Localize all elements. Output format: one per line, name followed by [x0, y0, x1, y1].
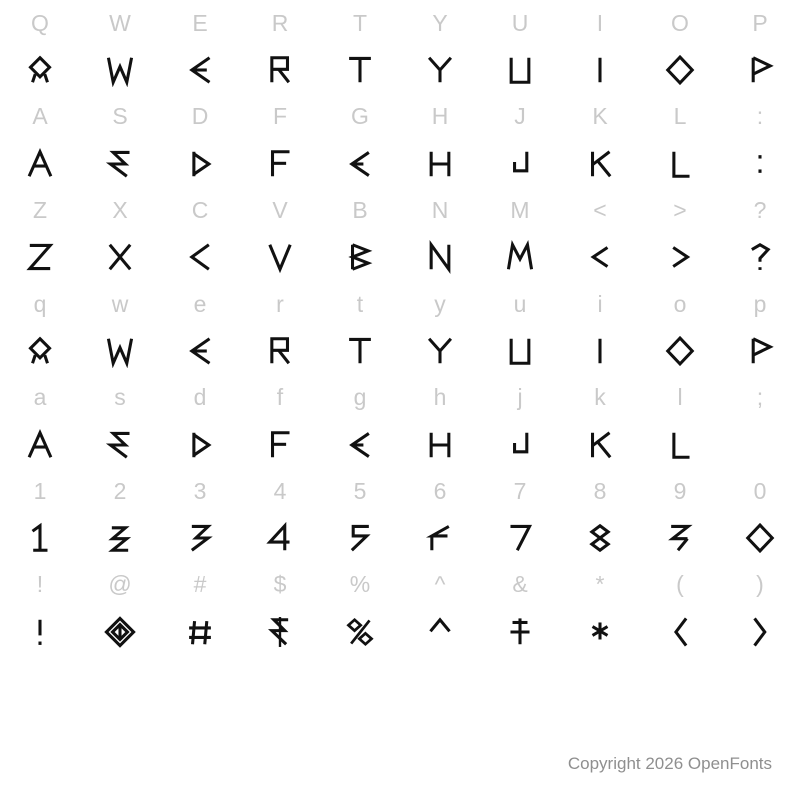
rune-z — [23, 240, 57, 274]
key-character: i — [597, 290, 603, 317]
keyboard-key-label — [320, 0, 400, 47]
keyboard-key-label — [0, 187, 80, 234]
rune-d — [183, 147, 217, 181]
glyph-cell — [240, 515, 320, 562]
keyboard-key-label — [80, 94, 160, 141]
key-character: X — [112, 197, 128, 224]
glyph-cell — [0, 515, 80, 562]
keyboard-key-label — [560, 468, 640, 515]
key-character: @ — [108, 571, 132, 598]
key-character: W — [109, 9, 131, 36]
keyboard-key-label — [480, 374, 560, 421]
rune-o — [663, 53, 697, 87]
key-character: r — [276, 290, 284, 317]
rune-4 — [263, 521, 297, 555]
keyboard-key-label — [80, 468, 160, 515]
rune-b — [343, 240, 377, 274]
glyph-cell — [240, 421, 320, 468]
rune-7 — [503, 521, 537, 555]
glyph-cell — [320, 608, 400, 655]
rune-a — [23, 147, 57, 181]
key-character: D — [191, 103, 209, 130]
key-character: 0 — [753, 477, 767, 504]
key-character: g — [353, 384, 367, 411]
rune-e — [183, 334, 217, 368]
keyboard-key-label — [80, 281, 160, 328]
glyph-cell — [640, 608, 720, 655]
keyboard-key-label — [0, 94, 80, 141]
glyph-cell — [400, 140, 480, 187]
key-character: C — [191, 197, 209, 224]
keyboard-key-label — [240, 281, 320, 328]
key-character: > — [673, 197, 687, 224]
keyboard-key-label — [640, 94, 720, 141]
copyright-notice: Copyright 2026 OpenFonts — [567, 754, 772, 773]
key-character: % — [349, 571, 371, 598]
glyph-cell — [480, 234, 560, 281]
keyboard-key-label — [560, 562, 640, 609]
keyboard-key-label — [480, 94, 560, 141]
keyboard-key-label — [720, 468, 800, 515]
glyph-cell — [560, 47, 640, 94]
key-character: L — [673, 103, 687, 130]
key-character: Q — [31, 9, 49, 36]
rune-m — [503, 240, 537, 274]
keyboard-key-label — [400, 562, 480, 609]
keyboard-key-label — [0, 281, 80, 328]
key-character: A — [32, 103, 48, 130]
glyph-cell — [80, 140, 160, 187]
rune-greater — [663, 240, 697, 274]
keyboard-key-label — [320, 562, 400, 609]
key-character: 1 — [33, 477, 47, 504]
glyph-cell — [400, 328, 480, 375]
rune-d — [183, 428, 217, 462]
rune-2 — [103, 521, 137, 555]
key-character: 2 — [113, 477, 127, 504]
keyboard-key-label — [160, 94, 240, 141]
key-character: ; — [756, 384, 764, 411]
keyboard-key-label — [640, 281, 720, 328]
glyph-cell — [80, 608, 160, 655]
rune-asterisk — [583, 615, 617, 649]
key-character: w — [111, 290, 129, 317]
keyboard-key-label — [480, 468, 560, 515]
rune-a — [23, 428, 57, 462]
glyph-cell — [160, 328, 240, 375]
rune-x — [103, 240, 137, 274]
key-character: H — [431, 103, 449, 130]
keyboard-key-label — [240, 94, 320, 141]
keyboard-key-label — [560, 0, 640, 47]
key-character: G — [351, 103, 369, 130]
keyboard-key-label — [400, 94, 480, 141]
key-character: 3 — [193, 477, 207, 504]
glyph-cell — [560, 515, 640, 562]
glyph-cell — [80, 515, 160, 562]
key-character: q — [33, 290, 47, 317]
keyboard-key-label — [480, 281, 560, 328]
glyph-cell — [0, 328, 80, 375]
rune-exclam — [23, 615, 57, 649]
rune-parenright — [743, 615, 777, 649]
glyph-cell — [720, 608, 800, 655]
keyboard-key-label — [320, 468, 400, 515]
rune-n — [423, 240, 457, 274]
rune-less — [583, 240, 617, 274]
key-character: # — [193, 571, 207, 598]
key-character: O — [671, 9, 689, 36]
key-character: F — [272, 103, 288, 130]
keyboard-key-label — [160, 187, 240, 234]
rune-caret — [423, 615, 457, 649]
keyboard-key-label — [0, 0, 80, 47]
keyboard-key-label — [240, 562, 320, 609]
rune-w — [103, 53, 137, 87]
glyph-cell — [0, 140, 80, 187]
glyph-cell — [720, 328, 800, 375]
rune-p — [743, 53, 777, 87]
rune-question — [743, 240, 777, 274]
rune-u — [503, 53, 537, 87]
rune-w — [103, 334, 137, 368]
rune-e — [183, 53, 217, 87]
rune-v — [263, 240, 297, 274]
glyph-cell — [400, 515, 480, 562]
rune-k — [583, 147, 617, 181]
glyph-cell — [160, 140, 240, 187]
rune-colon — [743, 147, 777, 181]
key-character: P — [752, 9, 768, 36]
glyph-cell — [560, 234, 640, 281]
keyboard-key-label — [240, 468, 320, 515]
key-character: ^ — [434, 571, 446, 598]
keyboard-key-label — [320, 94, 400, 141]
rune-6 — [423, 521, 457, 555]
rune-q — [23, 53, 57, 87]
rune-l — [663, 428, 697, 462]
keyboard-key-label — [400, 468, 480, 515]
glyph-cell — [640, 140, 720, 187]
keyboard-key-label — [80, 187, 160, 234]
rune-5 — [343, 521, 377, 555]
key-character: 4 — [273, 477, 287, 504]
key-character: j — [517, 384, 523, 411]
glyph-cell — [560, 328, 640, 375]
keyboard-key-label — [640, 374, 720, 421]
glyph-cell — [480, 608, 560, 655]
key-character: p — [753, 290, 767, 317]
key-character: V — [272, 197, 288, 224]
key-character: f — [276, 384, 284, 411]
keyboard-key-label — [0, 374, 80, 421]
rune-s — [103, 428, 137, 462]
key-character: t — [356, 290, 364, 317]
key-character: B — [352, 197, 368, 224]
rune-9 — [663, 521, 697, 555]
keyboard-key-label — [640, 468, 720, 515]
rune-k — [583, 428, 617, 462]
glyph-cell — [0, 47, 80, 94]
glyph-cell — [80, 328, 160, 375]
glyph-cell — [240, 328, 320, 375]
keyboard-key-label — [560, 374, 640, 421]
key-character: Y — [432, 9, 448, 36]
keyboard-key-label — [160, 374, 240, 421]
glyph-cell — [720, 140, 800, 187]
keyboard-key-label — [240, 0, 320, 47]
key-character: 7 — [513, 477, 527, 504]
glyph-cell — [480, 47, 560, 94]
glyph-cell — [320, 234, 400, 281]
glyph-cell — [560, 140, 640, 187]
rune-h — [423, 147, 457, 181]
keyboard-key-label — [240, 187, 320, 234]
glyph-cell — [0, 421, 80, 468]
key-character: 6 — [433, 477, 447, 504]
keyboard-key-label — [720, 562, 800, 609]
rune-t — [343, 53, 377, 87]
glyph-cell — [240, 608, 320, 655]
rune-s — [103, 147, 137, 181]
glyph-cell — [80, 234, 160, 281]
rune-3 — [183, 521, 217, 555]
glyph-cell — [640, 421, 720, 468]
key-character: J — [514, 103, 526, 130]
rune-j — [503, 147, 537, 181]
glyph-cell — [400, 47, 480, 94]
keyboard-key-label — [80, 374, 160, 421]
key-character: Z — [32, 197, 48, 224]
key-character: ( — [676, 571, 684, 598]
key-character: ? — [753, 197, 767, 224]
rune-r — [263, 334, 297, 368]
glyph-cell — [400, 234, 480, 281]
keyboard-key-label — [0, 468, 80, 515]
keyboard-key-label — [720, 281, 800, 328]
key-character: e — [193, 290, 207, 317]
key-character: K — [592, 103, 608, 130]
rune-parenleft — [663, 615, 697, 649]
keyboard-key-label — [80, 562, 160, 609]
rune-y — [423, 334, 457, 368]
keyboard-key-label — [720, 187, 800, 234]
rune-ampersand — [503, 615, 537, 649]
key-character: 9 — [673, 477, 687, 504]
key-character: k — [594, 384, 606, 411]
key-character: < — [593, 197, 607, 224]
rune-percent — [343, 615, 377, 649]
glyph-cell — [160, 421, 240, 468]
key-character: 8 — [593, 477, 607, 504]
keyboard-key-label — [0, 562, 80, 609]
keyboard-key-label — [400, 187, 480, 234]
key-character: E — [192, 9, 208, 36]
glyph-cell — [160, 515, 240, 562]
key-character: h — [433, 384, 447, 411]
glyph-cell — [320, 421, 400, 468]
keyboard-key-label — [160, 281, 240, 328]
key-character: & — [512, 571, 528, 598]
glyph-cell — [480, 515, 560, 562]
glyph-cell — [560, 421, 640, 468]
key-character: y — [434, 290, 446, 317]
glyph-cell — [240, 47, 320, 94]
key-character: M — [510, 197, 530, 224]
key-character: $ — [273, 571, 287, 598]
rune-h — [423, 428, 457, 462]
keyboard-key-label — [640, 187, 720, 234]
glyph-cell — [160, 47, 240, 94]
glyph-cell — [0, 608, 80, 655]
rune-1 — [23, 521, 57, 555]
glyph-cell — [640, 515, 720, 562]
key-character: u — [513, 290, 527, 317]
rune-f — [263, 147, 297, 181]
glyph-cell — [160, 234, 240, 281]
glyph-cell — [560, 608, 640, 655]
key-character: o — [673, 290, 687, 317]
rune-f — [263, 428, 297, 462]
glyph-cell — [80, 421, 160, 468]
keyboard-key-label — [480, 562, 560, 609]
rune-u — [503, 334, 537, 368]
glyph-cell — [160, 608, 240, 655]
key-character: T — [352, 9, 368, 36]
rune-g — [343, 147, 377, 181]
key-character: I — [596, 9, 604, 36]
glyph-cell — [720, 421, 800, 468]
rune-j — [503, 428, 537, 462]
glyph-cell — [240, 140, 320, 187]
keyboard-key-label — [560, 281, 640, 328]
rune-8 — [583, 521, 617, 555]
keyboard-key-label — [160, 0, 240, 47]
key-character: d — [193, 384, 207, 411]
rune-p — [743, 334, 777, 368]
rune-g — [343, 428, 377, 462]
glyph-cell — [480, 140, 560, 187]
rune-i — [583, 53, 617, 87]
glyph-cell — [240, 234, 320, 281]
keyboard-key-label — [720, 94, 800, 141]
glyph-cell — [480, 328, 560, 375]
glyph-cell — [320, 47, 400, 94]
keyboard-key-label — [400, 281, 480, 328]
rune-r — [263, 53, 297, 87]
key-character: N — [431, 197, 449, 224]
keyboard-key-label — [80, 0, 160, 47]
glyph-cell — [400, 421, 480, 468]
glyph-cell — [640, 47, 720, 94]
keyboard-key-label — [400, 0, 480, 47]
glyph-cell — [320, 328, 400, 375]
keyboard-key-label — [640, 562, 720, 609]
glyph-cell — [400, 608, 480, 655]
keyboard-key-label — [720, 374, 800, 421]
rune-y — [423, 53, 457, 87]
rune-l — [663, 147, 697, 181]
keyboard-key-label — [320, 281, 400, 328]
glyph-cell — [720, 515, 800, 562]
rune-t — [343, 334, 377, 368]
glyph-cell — [720, 47, 800, 94]
glyph-cell — [80, 47, 160, 94]
keyboard-key-label — [640, 0, 720, 47]
glyph-cell — [640, 234, 720, 281]
glyph-cell — [320, 140, 400, 187]
keyboard-key-label — [480, 187, 560, 234]
key-character: ! — [36, 571, 44, 598]
key-character: 5 — [353, 477, 367, 504]
keyboard-key-label — [160, 468, 240, 515]
keyboard-key-label — [560, 187, 640, 234]
glyph-cell — [0, 234, 80, 281]
rune-at — [103, 615, 137, 649]
rune-c — [183, 240, 217, 274]
rune-dollar — [263, 615, 297, 649]
key-character: R — [271, 9, 289, 36]
keyboard-key-label — [320, 374, 400, 421]
rune-o — [663, 334, 697, 368]
keyboard-key-label — [320, 187, 400, 234]
rune-i — [583, 334, 617, 368]
glyph-cell — [640, 328, 720, 375]
key-character: l — [677, 384, 683, 411]
key-character: U — [511, 9, 529, 36]
key-character: S — [112, 103, 128, 130]
key-character: ) — [756, 571, 764, 598]
glyph-cell — [480, 421, 560, 468]
keyboard-key-label — [400, 374, 480, 421]
key-character: * — [595, 571, 605, 598]
rune-0 — [743, 521, 777, 555]
keyboard-key-label — [240, 374, 320, 421]
keyboard-key-label — [160, 562, 240, 609]
rune-q — [23, 334, 57, 368]
keyboard-key-label — [720, 0, 800, 47]
glyph-cell — [320, 515, 400, 562]
key-character: : — [756, 103, 764, 130]
key-character: a — [33, 384, 47, 411]
keyboard-key-label — [560, 94, 640, 141]
rune-hash — [183, 615, 217, 649]
keyboard-key-label — [480, 0, 560, 47]
key-character: s — [114, 384, 126, 411]
glyph-cell — [720, 234, 800, 281]
